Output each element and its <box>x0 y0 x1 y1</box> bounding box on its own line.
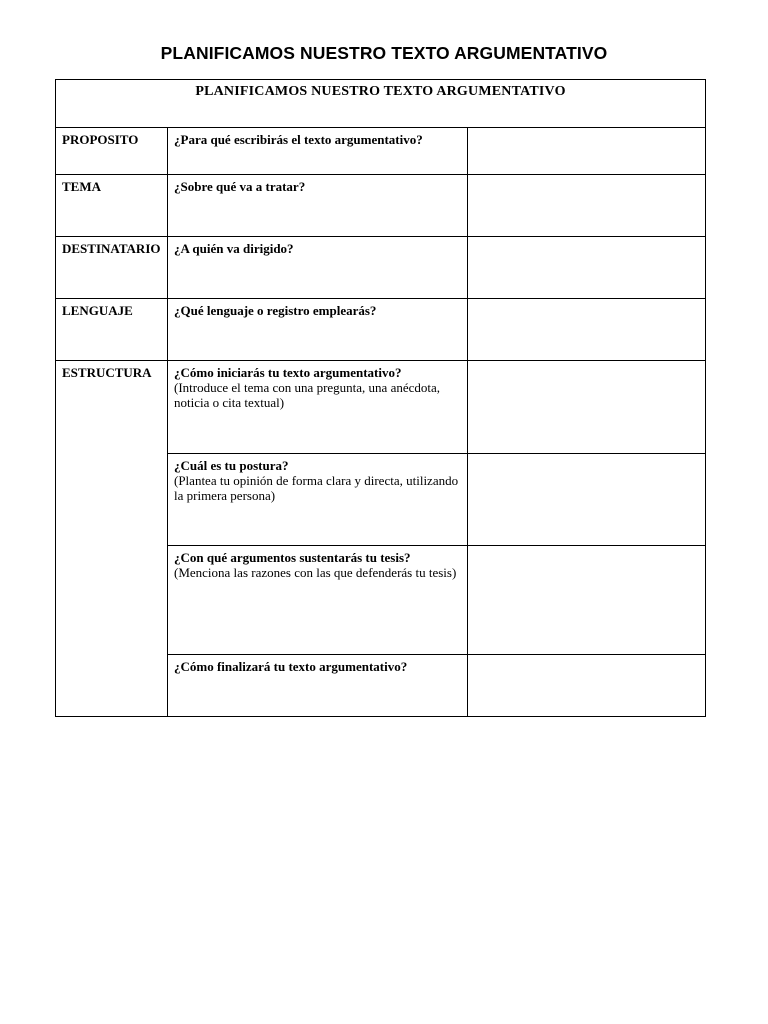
question-postura: ¿Cuál es tu postura? <box>174 458 289 473</box>
question-lenguaje: ¿Qué lenguaje o registro emplearás? <box>174 303 377 318</box>
question-inicio: ¿Cómo iniciarás tu texto argumentativo? <box>174 365 402 380</box>
row-label-lenguaje: LENGUAJE <box>56 299 168 361</box>
table-header-row <box>56 80 706 128</box>
question-cell-inicio <box>168 361 468 454</box>
row-label-estructura: ESTRUCTURA <box>56 361 168 717</box>
answer-cell-inicio[interactable] <box>468 361 706 454</box>
question-cell-final <box>168 655 468 717</box>
question-cell-tema <box>168 175 468 237</box>
answer-cell-destinatario[interactable] <box>468 237 706 299</box>
row-label-destinatario: DESTINATARIO <box>56 237 168 299</box>
answer-cell-final[interactable] <box>468 655 706 717</box>
question-cell-lenguaje <box>168 299 468 361</box>
answer-cell-postura[interactable] <box>468 454 706 546</box>
answer-cell-lenguaje[interactable] <box>468 299 706 361</box>
question-destinatario: ¿A quién va dirigido? <box>174 241 294 256</box>
question-proposito: ¿Para qué escribirás el texto argumentativo? <box>174 132 423 147</box>
table-row-tema <box>56 175 706 237</box>
table-row-destinatario <box>56 237 706 299</box>
row-label-tema: TEMA <box>56 175 168 237</box>
planning-table <box>55 79 706 717</box>
hint-postura: (Plantea tu opinión de forma clara y directa, utilizando la primera persona) <box>174 473 459 503</box>
question-argumentos: ¿Con qué argumentos sustentarás tu tesis? <box>174 550 411 565</box>
table-row-lenguaje <box>56 299 706 361</box>
question-cell-argumentos <box>168 546 468 655</box>
question-cell-destinatario <box>168 237 468 299</box>
question-cell-postura <box>168 454 468 546</box>
table-row-estructura-inicio <box>56 361 706 454</box>
question-tema: ¿Sobre qué va a tratar? <box>174 179 306 194</box>
answer-cell-proposito[interactable] <box>468 128 706 175</box>
answer-cell-tema[interactable] <box>468 175 706 237</box>
row-label-proposito: PROPOSITO <box>56 128 168 175</box>
table-row-proposito <box>56 128 706 175</box>
answer-cell-argumentos[interactable] <box>468 546 706 655</box>
question-final: ¿Cómo finalizará tu texto argumentativo? <box>174 659 408 674</box>
hint-argumentos: (Menciona las razones con las que defenderás tu tesis) <box>174 565 457 580</box>
table-header: PLANIFICAMOS NUESTRO TEXTO ARGUMENTATIVO <box>56 80 706 128</box>
hint-inicio: (Introduce el tema con una pregunta, una anécdota, noticia o cita textual) <box>174 380 441 410</box>
question-cell-proposito <box>168 128 468 175</box>
page-title: PLANIFICAMOS NUESTRO TEXTO ARGUMENTATIVO <box>160 43 608 63</box>
